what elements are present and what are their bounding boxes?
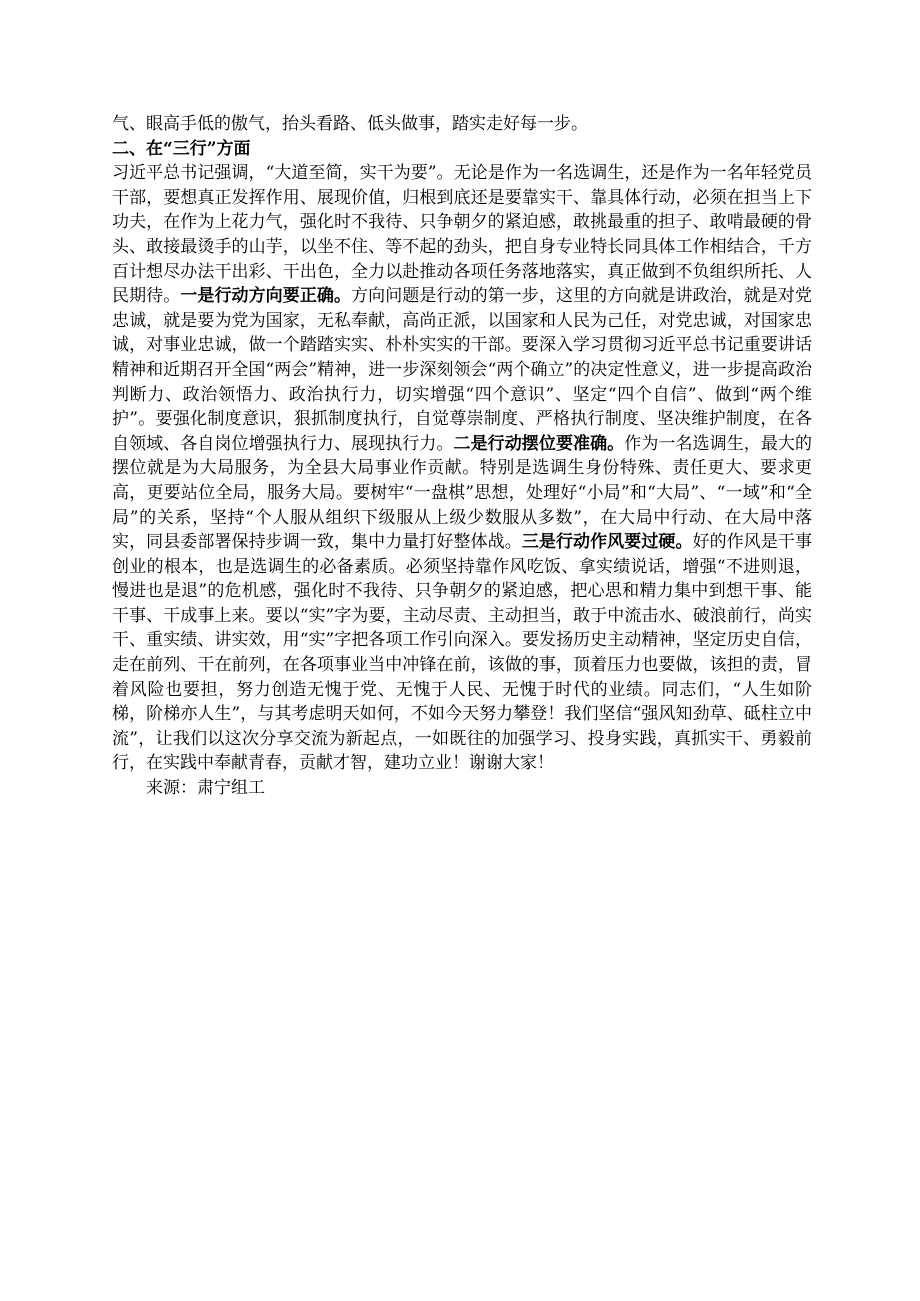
point2-text: 作为一名选调生，最大的摆位就是为大局服务，为全县大局事业作贡献。特别是选调生身份特殊、责任更大、要求更高，更要站位全局，服务大局。要树牢“一盘棋”思想，处理好“小局”和“大局”、“一域”和“全局”的关系，坚持“个人服从组织下级服从上级少数服从多数”，在大局中行动、在大局中落实，同县委部署保持步调一致，集中力量打好整体战。 [112, 433, 812, 553]
point1-heading: 一是行动方向要正确。 [180, 286, 352, 307]
section-heading: 二、在“三行”方面 [112, 138, 251, 159]
point3-text: 好的作风是干事创业的根本，也是选调生的必备素质。必须坚持靠作风吃饭、拿实绩说话，增强“不进则退，慢进也是退”的危机感，强化时不我待、只争朝夕的紧迫感，把心思和精力集中到想干事、能干事、干成事上来。要以“实”字为要，主动尽责、主动担当，敢于中流击水、破浪前行，尚实干、重实绩、讲实效，用“实”字把各项工作引向深入。要发扬历史主动精神，坚定历史自信，走在前列、干在前列，在各项事业当中冲锋在前，该做的事，顶着压力也要做，该担的责，冒着风险也要担，努力创造无愧于党、无愧于人民、无愧于时代的业绩。同志们，“人生如阶梯，阶梯亦人生”，与其考虑明天如何，不如今天努力攀登！我们坚信“强风知劲草、砥柱立中流”，让我们以这次分享交流为新起点，一如既往的加强学习、投身实践，真抓实干、勇毅前行，在实践中奉献青春，贡献才智，建功立业！谢谢大家！ [112, 532, 813, 774]
body-paragraph [112, 161, 812, 776]
source-line: 来源：肃宁组工 [146, 778, 265, 799]
continuation-line: 气、眼高手低的傲气，抬头看路、低头做事，踏实走好每一步。 [112, 114, 588, 134]
point1-text: 方向问题是行动的第一步，这里的方向就是讲政治，就是对党忠诚，就是要为党为国家，无私奉献，高尚正派，以国家和人民为己任，对党忠诚，对国家忠诚，对事业忠诚，做一个踏踏实实、朴朴实实的干部。要深入学习贯彻习近平总书记重要讲话精神和近期召开全国“两会”精神，进一步深刻领会“两个确立”的决定性意义，进一步提高政治判断力、政治领悟力、政治执行力，切实增强“四个意识”、坚定“四个自信”、做到“两个维护”。要强化制度意识，狠抓制度执行，自觉尊崇制度、严格执行制度、坚决维护制度，在各自领域、各自岗位增强执行力、展现执行力。 [112, 286, 813, 454]
document-page [112, 112, 812, 801]
point2-heading: 二是行动摆位要准确。 [453, 433, 625, 454]
point3-heading: 三是行动作风要过硬。 [521, 532, 693, 553]
intro-text: 习近平总书记强调，“大道至简，实干为要”。无论是作为一名选调生，还是作为一名年轻党员干部，要想真正发挥作用、展现价值，归根到底还是要靠实干、靠具体行动，必须在担当上下功夫，在作为上花力气，强化时不我待、只争朝夕的紧迫感，敢挑最重的担子、敢啃最硬的骨头、敢接最烫手的山芋，以坐不住、等不起的劲头，把自身专业特长同具体工作相结合，千方百计想尽办法干出彩、干出色，全力以赴推动各项任务落地落实，真正做到不负组织所托、人民期待。 [112, 163, 812, 307]
